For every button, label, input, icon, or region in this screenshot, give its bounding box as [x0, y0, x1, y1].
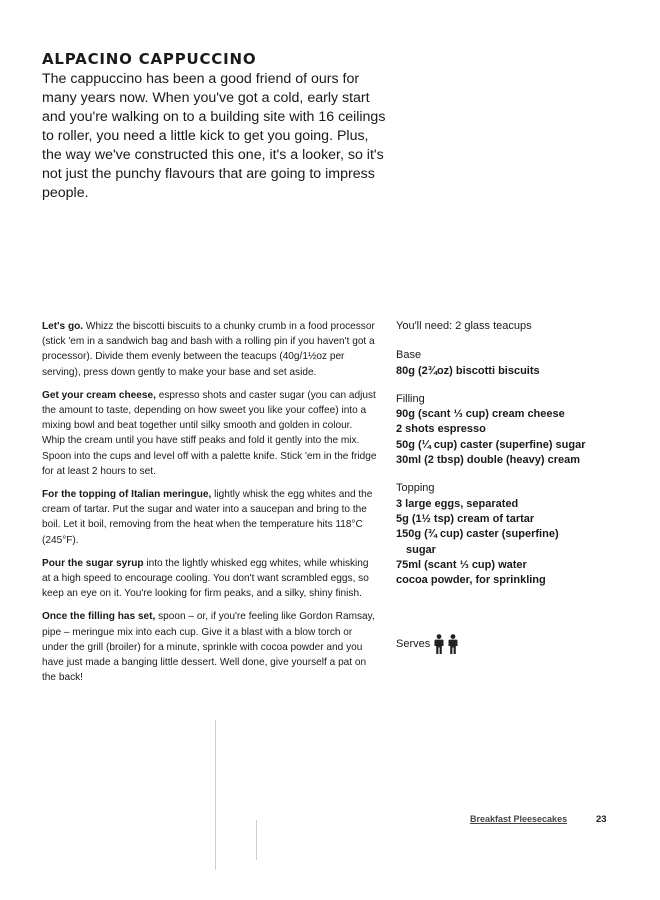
ingredient-item: sugar: [406, 543, 436, 556]
ingredient-list: [396, 497, 636, 589]
ingredients-panel: [396, 319, 636, 601]
method-step-text: espresso shots and caster sugar (you can adjust the amount to taste, depending on how sweet you like your coffee) into a mixing bowl and beat together until silky smooth and golden in colour. Whip the cream until you have stiff peaks and fold it gently into the mix. Spoon into the cups and level off with a palette knife. Stick 'em in the fridge for at least 2 hours to set.: [42, 389, 377, 477]
method-step: [42, 556, 378, 602]
serves-label: Serves: [396, 638, 431, 650]
ingredient-item: 90g (scant ⅓ cup) cream cheese: [396, 408, 565, 421]
method-step-lead: For the topping of Italian meringue,: [42, 489, 212, 501]
method-step: [42, 609, 378, 685]
ingredient-item: cocoa powder, for sprinkling: [396, 574, 546, 587]
method-step-text: spoon – or, if you're feeling like Gordon Ramsay, pipe – meringue mix into each cup. Give it a blast with a blow torch or under the grill (broiler) for a minute, sprinkle with cocoa powder and you have just made a banging little dessert. Well done, give yourself a pat on the back!: [42, 611, 375, 684]
ingredient-item: 75ml (scant ⅓ cup) water: [396, 558, 527, 571]
ingredient-list: [396, 407, 636, 468]
ingredient-item: 2 shots espresso: [396, 423, 486, 436]
ingredient-item: 3 large eggs, separated: [396, 497, 519, 510]
recipe-intro: The cappuccino has been a good friend of ours for many years now. When you've got a cold, early start and you're walking on to a building site with 16 ceilings to roller, you need a little kick to get you going. Plus, the way we've constructed this one, it's a looker, so it's not just the punchy flavours that are going to impress people.: [42, 71, 386, 201]
method-step-text: Whizz the biscotti biscuits to a chunky crumb in a food processor (stick 'em in a sandwich bag and bash with a rolling pin if you haven't got a processor). Divide them evenly between the teacups (40g/1½oz per serving), press down gently to make your base and set aside.: [42, 321, 375, 378]
ingredient-item: 50g (¼ cup) caster (superfine) sugar: [396, 438, 586, 451]
method-step-text: into the lightly whisked egg whites, while whisking at a high speed to encourage cooling. You don't want scrambled eggs, so keep an eye on it. You're looking for firm peaks, and a silky, shiny finish.: [42, 557, 369, 600]
person-icon: [448, 634, 458, 654]
method-step: [42, 487, 378, 548]
scan-artifact: [256, 820, 257, 860]
ingredient-group: [396, 392, 636, 468]
ingredient-group-title: Filling: [396, 392, 425, 405]
method-step: [42, 388, 378, 479]
method-steps: [42, 319, 378, 693]
recipe-title: ALPACINO CAPPUCCINO: [42, 50, 257, 68]
ingredient-item: 30ml (2 tbsp) double (heavy) cream: [396, 454, 580, 467]
equipment-needed: You'll need: 2 glass teacups: [396, 320, 532, 332]
ingredient-group: [396, 348, 636, 379]
ingredient-group-title: Base: [396, 349, 422, 362]
method-step-lead: Get your cream cheese,: [42, 389, 156, 401]
ingredient-item: 150g (¾ cup) caster (superfine): [396, 528, 559, 541]
method-step-lead: Pour the sugar syrup: [42, 557, 144, 569]
method-step-text: lightly whisk the egg whites and the cream of tartar. Put the sugar and water into a saucepan and bring to the boil. Let it boil, removing from the heat when the temperature hits 118°C (245°F).: [42, 489, 373, 546]
method-step-lead: Let's go.: [42, 321, 84, 332]
person-icon: [434, 634, 444, 654]
ingredient-list: [396, 364, 636, 379]
footer-section-title: Breakfast Pleesecakes: [470, 814, 568, 824]
ingredient-group-title: Topping: [396, 482, 435, 495]
ingredient-item: 5g (1½ tsp) cream of tartar: [396, 512, 535, 525]
ingredient-group: [396, 481, 636, 588]
method-step-lead: Once the filling has set,: [42, 611, 156, 623]
serves-indicator: [396, 634, 458, 654]
scan-artifact: [215, 720, 216, 870]
page-number: 23: [596, 814, 607, 825]
ingredient-item: 80g (2¾oz) biscotti biscuits: [396, 364, 540, 377]
method-step: [42, 319, 378, 380]
